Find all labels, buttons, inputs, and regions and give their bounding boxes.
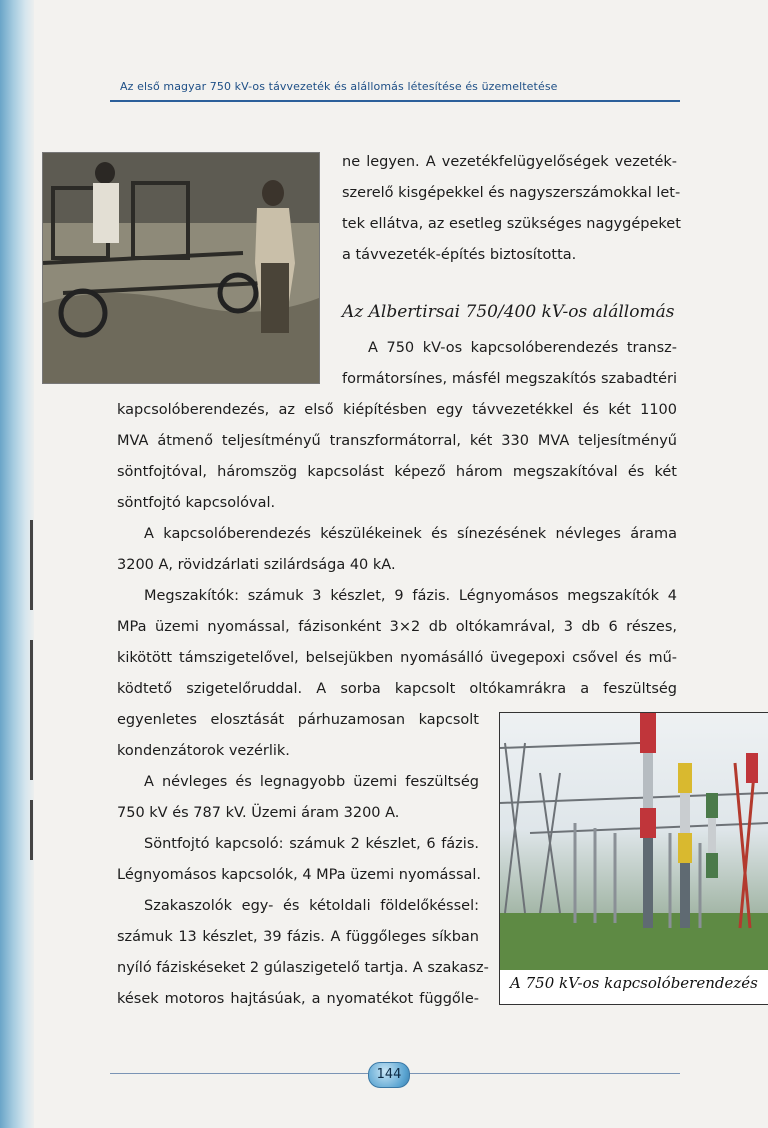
body-line: kések motoros hajtásúak, a nyomatékot függőle- bbox=[117, 991, 479, 1007]
running-header: Az első magyar 750 kV-os távvezeték és alállomás létesítése és üzemeltetése bbox=[120, 80, 558, 93]
body-line: kapcsolóberendezés, az első kiépítésben egy távvezetékkel és két 1100 bbox=[117, 402, 677, 418]
body-line: ne legyen. A vezetékfelügyelőségek vezeték- bbox=[342, 154, 677, 170]
body-line: egyenletes elosztását párhuzamosan kapcsolt bbox=[117, 712, 479, 728]
page-number: 144 bbox=[368, 1062, 410, 1088]
spine-mark bbox=[30, 520, 33, 610]
body-line: kondenzátorok vezérlik. bbox=[117, 743, 290, 759]
header-rule bbox=[110, 100, 680, 102]
body-line: Szakaszolók egy- és kétoldali földelőkéssel: bbox=[144, 898, 479, 914]
body-line: A névleges és legnagyobb üzemi feszültség bbox=[144, 774, 479, 790]
body-line: A 750 kV-os kapcsolóberendezés transz- bbox=[368, 340, 677, 356]
photo-workers-field-drawing bbox=[43, 153, 319, 383]
body-line: nyíló fáziskéseket 2 gúlaszigetelő tartja. A szakasz- bbox=[117, 960, 489, 976]
body-line: Megszakítók: számuk 3 készlet, 9 fázis. Légnyomásos megszakítók 4 bbox=[144, 588, 677, 604]
body-line: ködtető szigetelőruddal. A sorba kapcsolt oltókamrákra a feszültség bbox=[117, 681, 677, 697]
body-line: szerelő kisgépekkel és nagyszerszámokkal let- bbox=[342, 185, 681, 201]
figure-caption: A 750 kV-os kapcsolóberendezés bbox=[510, 974, 758, 992]
section-subheading: Az Albertirsai 750/400 kV-os alállomás bbox=[342, 302, 675, 322]
body-line: számuk 13 készlet, 39 fázis. A függőleges síkban bbox=[117, 929, 479, 945]
book-spine-edge bbox=[0, 0, 34, 1128]
body-line: tek ellátva, az esetleg szükséges nagygépeket bbox=[342, 216, 681, 232]
body-line: Légnyomásos kapcsolók, 4 MPa üzemi nyomással. bbox=[117, 867, 482, 883]
body-line: a távvezeték-építés biztosította. bbox=[342, 247, 577, 263]
photo-workers-field bbox=[42, 152, 320, 384]
body-line: A kapcsolóberendezés készülékeinek és sínezésének névleges árama bbox=[144, 526, 677, 542]
body-line: kikötött támszigetelővel, belsejükben nyomásálló üvegepoxi csővel és mű- bbox=[117, 650, 677, 666]
footer-rule bbox=[110, 1073, 368, 1074]
photo-switchgear bbox=[499, 712, 768, 972]
photo-switchgear-drawing bbox=[500, 713, 768, 971]
body-line: söntfojtó kapcsolóval. bbox=[117, 495, 276, 511]
body-line: MPa üzemi nyomással, fázisonként 3×2 db oltókamrával, 3 db 6 részes, bbox=[117, 619, 677, 635]
body-line: 750 kV és 787 kV. Üzemi áram 3200 A. bbox=[117, 805, 400, 821]
footer-rule bbox=[408, 1073, 680, 1074]
body-line: 3200 A, rövidzárlati szilárdsága 40 kA. bbox=[117, 557, 396, 573]
body-line: formátorsínes, másfél megszakítós szabadtéri bbox=[342, 371, 677, 387]
body-line: Söntfojtó kapcsoló: számuk 2 készlet, 6 fázis. bbox=[144, 836, 479, 852]
body-line: söntfojtóval, háromszög kapcsolást képező három megszakítóval és két bbox=[117, 464, 677, 480]
spine-mark bbox=[30, 800, 33, 860]
spine-mark bbox=[30, 640, 33, 780]
body-line: MVA átmenő teljesítményű transzformátorral, két 330 MVA teljesítményű bbox=[117, 433, 677, 449]
